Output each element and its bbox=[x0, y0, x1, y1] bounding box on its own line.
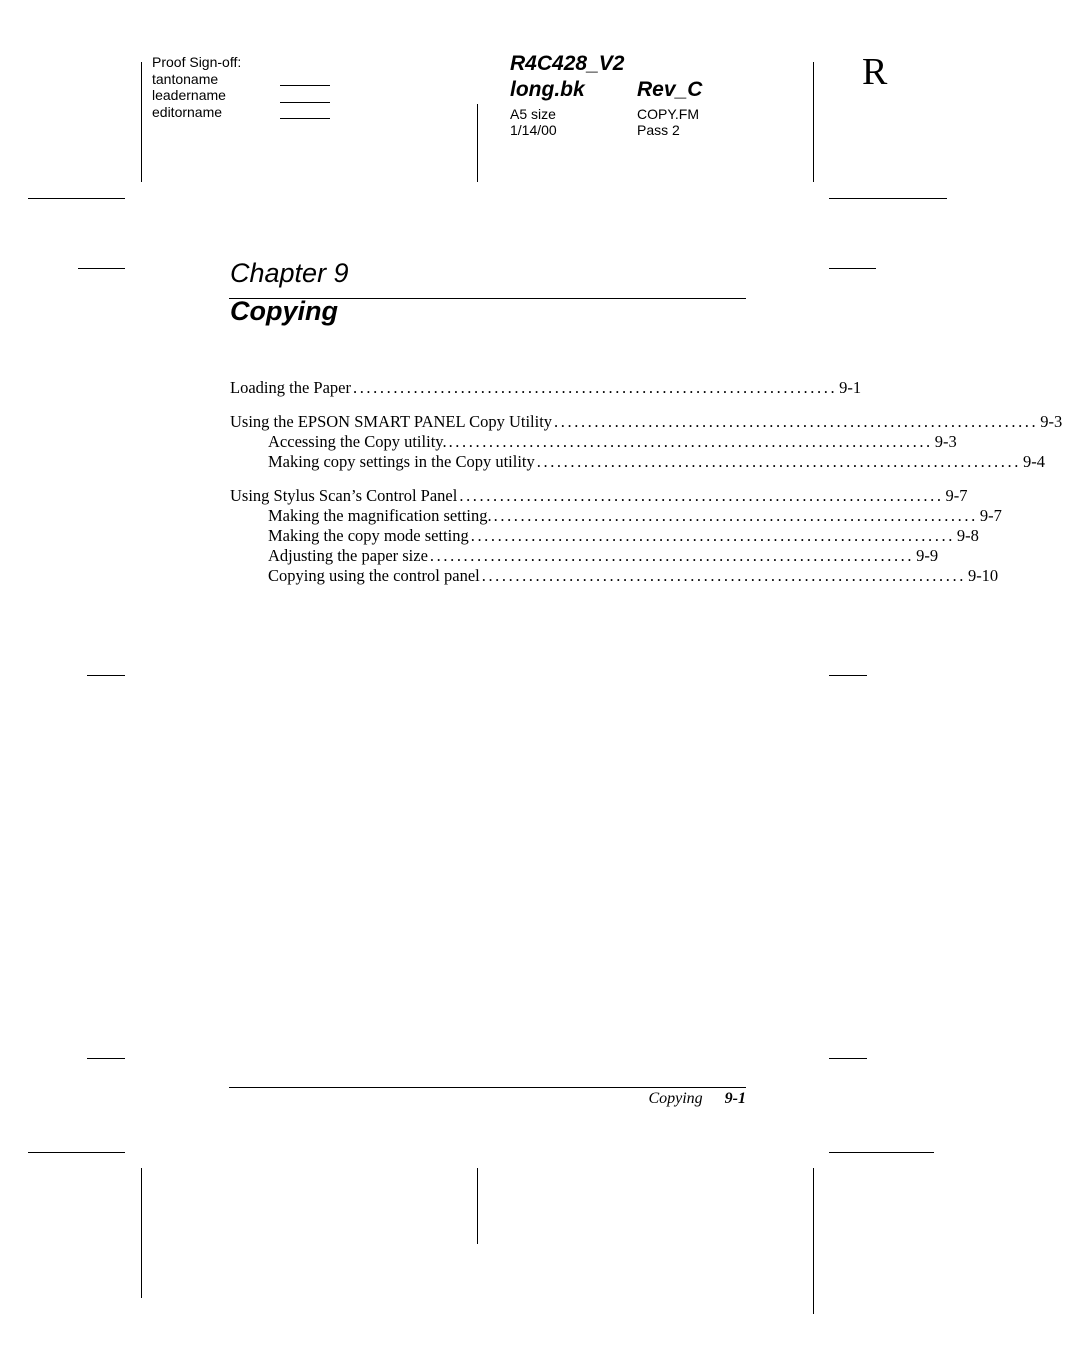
footer-rule bbox=[229, 1087, 746, 1088]
crop-mark bbox=[141, 62, 142, 182]
proof-signoff-title: Proof Sign-off: bbox=[152, 54, 242, 70]
signoff-name: tantoname bbox=[152, 70, 219, 87]
toc-subentry[interactable] bbox=[230, 546, 939, 566]
crop-mark bbox=[829, 268, 876, 269]
paper-size: A5 size bbox=[510, 106, 556, 122]
toc-entry-title: Copying using the control panel bbox=[268, 566, 480, 585]
crop-mark bbox=[813, 1168, 814, 1314]
crop-mark bbox=[28, 1152, 125, 1153]
signoff-name: leadername bbox=[152, 87, 226, 103]
crop-mark bbox=[78, 268, 125, 269]
revision: Rev_C bbox=[637, 78, 703, 101]
toc-subentry[interactable] bbox=[230, 566, 999, 586]
crop-mark bbox=[829, 1152, 934, 1153]
toc-entry-title: Adjusting the paper size bbox=[268, 546, 428, 565]
toc-entry-page: 9-7 bbox=[979, 506, 1002, 525]
footer-section-name: Copying bbox=[648, 1090, 703, 1107]
toc-entry-title: Making the copy mode setting bbox=[268, 526, 469, 545]
toc-entry-page: 9-7 bbox=[945, 486, 968, 505]
toc-entry-title: Making the magnification setting. bbox=[268, 506, 492, 525]
book-name: long.bk bbox=[510, 78, 585, 101]
registration-mark: R bbox=[862, 51, 888, 93]
proof-signoff bbox=[152, 54, 241, 120]
crop-mark bbox=[28, 198, 125, 199]
toc-entry-title: Loading the Paper bbox=[230, 378, 351, 397]
toc-entry-page: 9-8 bbox=[956, 526, 979, 545]
toc-entry-title: Making copy settings in the Copy utility bbox=[268, 452, 535, 471]
toc-entry[interactable] bbox=[230, 378, 862, 398]
doc-code: R4C428_V2 bbox=[510, 52, 625, 75]
toc-entry-page: 9-3 bbox=[1040, 412, 1063, 431]
toc-leader: ........................................................................ bbox=[352, 378, 838, 397]
toc-leader: ........................................................................ bbox=[493, 506, 978, 525]
toc-leader: ........................................................................ bbox=[481, 566, 966, 585]
toc-leader: ........................................................................ bbox=[554, 412, 1039, 431]
signoff-line bbox=[280, 118, 330, 119]
toc-subentry[interactable] bbox=[230, 452, 1045, 472]
crop-mark bbox=[813, 62, 814, 182]
toc-subentry[interactable] bbox=[230, 526, 979, 546]
toc-leader: ........................................................................ bbox=[429, 546, 915, 565]
crop-mark bbox=[829, 198, 947, 199]
toc-entry-page: 9-3 bbox=[934, 432, 957, 451]
footer-page-number: 9-1 bbox=[724, 1090, 746, 1107]
signoff-line bbox=[280, 85, 330, 86]
chapter-label: Chapter 9 bbox=[230, 258, 349, 288]
page-footer bbox=[560, 1090, 746, 1108]
doc-date: 1/14/00 bbox=[510, 122, 557, 138]
toc-leader: ........................................................................ bbox=[459, 486, 944, 505]
table-of-contents bbox=[230, 378, 1063, 586]
toc-leader: ........................................................................ bbox=[448, 432, 933, 451]
signoff-name: editorname bbox=[152, 103, 223, 120]
file-name: COPY.FM bbox=[637, 106, 699, 122]
toc-entry[interactable] bbox=[230, 486, 968, 506]
crop-mark bbox=[477, 104, 478, 182]
chapter-title: Copying bbox=[230, 296, 338, 326]
toc-leader: ........................................................................ bbox=[536, 452, 1021, 471]
toc-entry-title: Accessing the Copy utility. bbox=[268, 432, 447, 451]
toc-subentry[interactable] bbox=[230, 506, 1002, 526]
crop-mark bbox=[87, 1058, 125, 1059]
toc-entry-page: 9-1 bbox=[839, 378, 862, 397]
crop-mark bbox=[829, 675, 867, 676]
crop-mark bbox=[829, 1058, 867, 1059]
pass-number: Pass 2 bbox=[637, 122, 680, 138]
crop-mark bbox=[477, 1168, 478, 1244]
toc-entry[interactable] bbox=[230, 412, 1063, 432]
toc-subentry[interactable] bbox=[230, 432, 957, 452]
toc-leader: ........................................................................ bbox=[470, 526, 955, 545]
crop-mark bbox=[87, 675, 125, 676]
toc-entry-page: 9-10 bbox=[967, 566, 999, 585]
toc-entry-page: 9-4 bbox=[1022, 452, 1045, 471]
toc-entry-title: Using Stylus Scan’s Control Panel bbox=[230, 486, 458, 505]
crop-mark bbox=[141, 1168, 142, 1298]
signoff-line bbox=[280, 102, 330, 103]
toc-entry-page: 9-9 bbox=[916, 546, 939, 565]
toc-entry-title: Using the EPSON SMART PANEL Copy Utility bbox=[230, 412, 553, 431]
